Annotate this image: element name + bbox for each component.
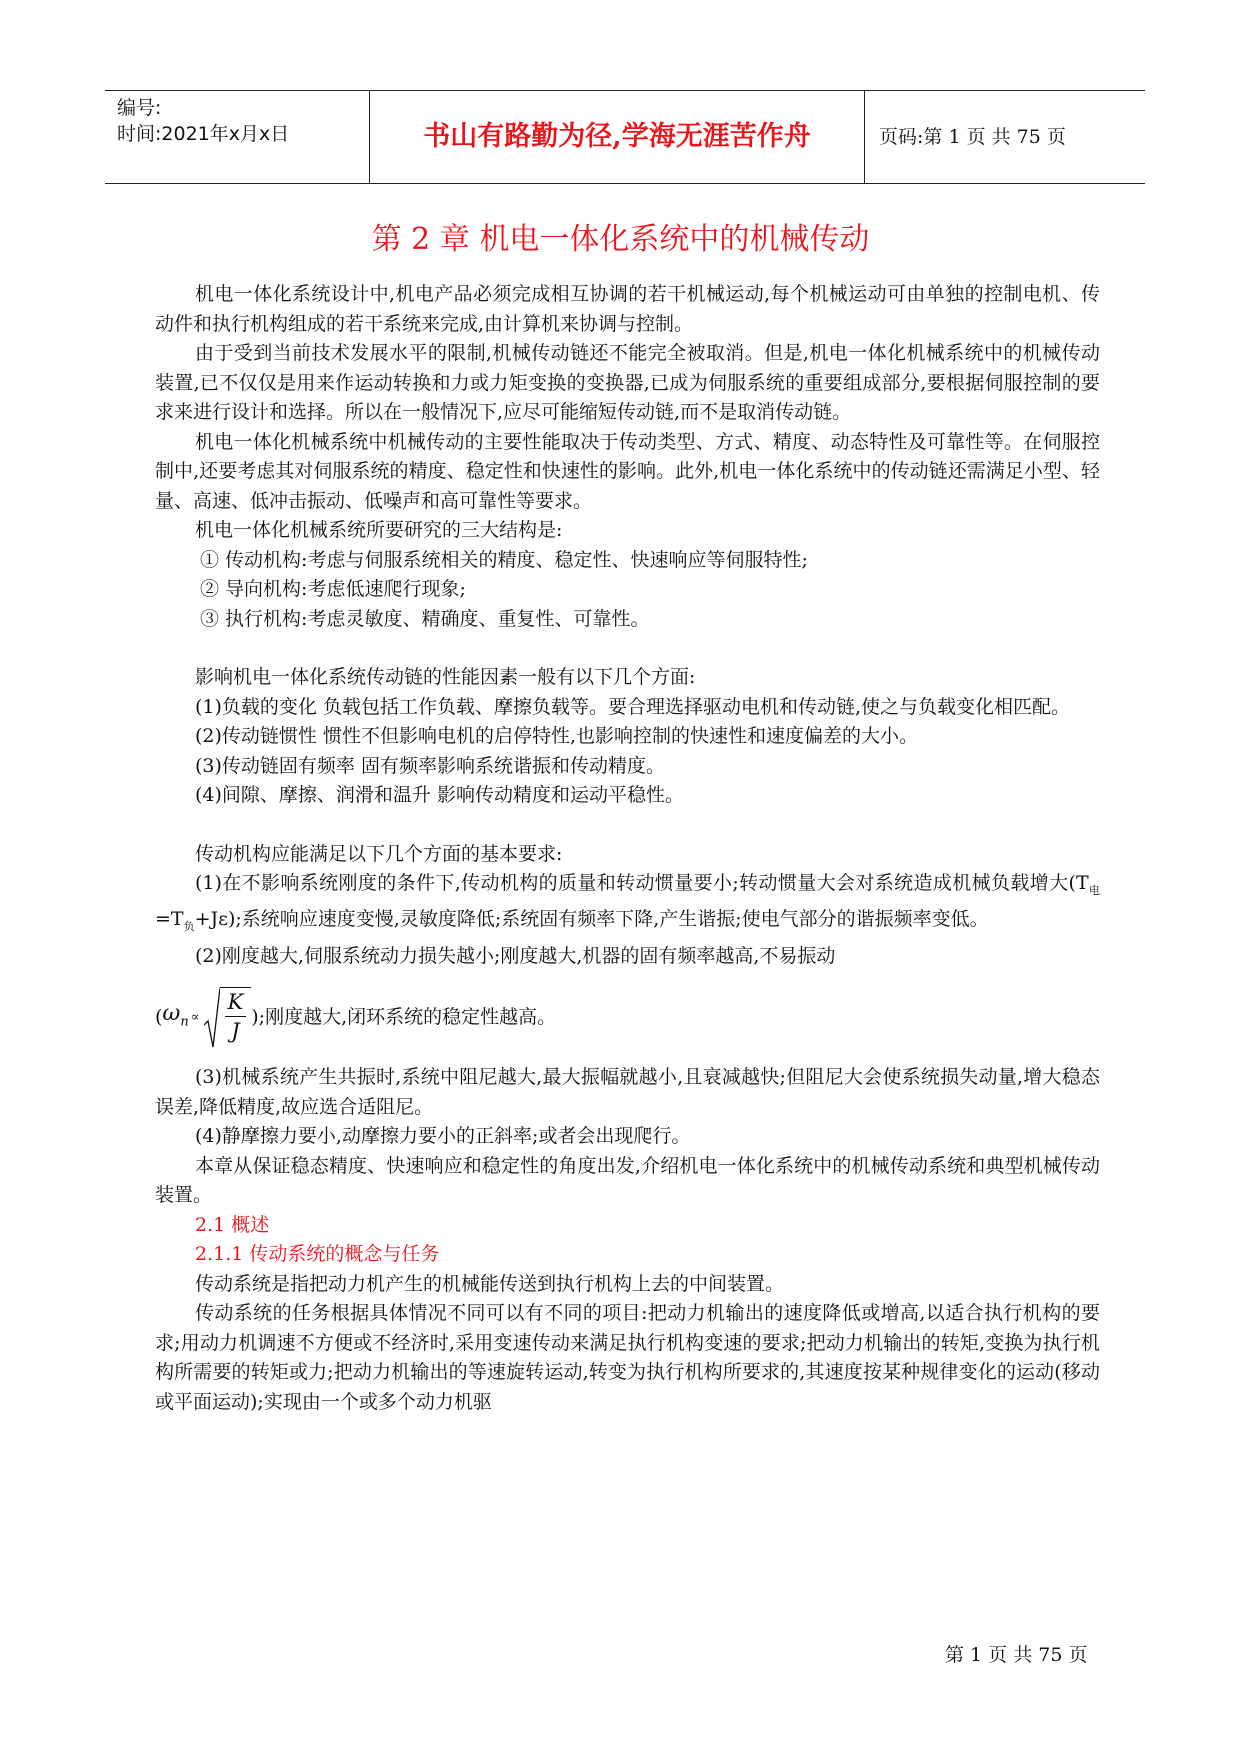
subscript: 电 [1088, 883, 1100, 897]
fraction [220, 987, 252, 1049]
requirement-4: (4)静摩擦力要小,动摩擦力要小的正斜率;或者会出现爬行。 [195, 1125, 691, 1148]
subsection-heading: 2.1.1 传动系统的概念与任务 [195, 1243, 440, 1266]
header-page-code: 页码:第 1 页 共 75 页 [879, 126, 1066, 148]
paragraph: 传动机构应能满足以下几个方面的基本要求: [195, 842, 563, 865]
subscript: 负 [183, 920, 195, 934]
page-header [105, 90, 1145, 184]
paragraph: 传动系统的任务根据具体情况不同可以有不同的项目:把动力机输出的速度降低或增高,以适合执行机构的要求;用动力机调速不方便或不经济时,采用变速传动来满足执行机构变速的要求;把动力机输出的转矩,变换为执行机构所需要的转矩或力;把动力机输出的等速旋转运动,转变为执行机构所要求的,其速度按某种规律变化的运动(移动或平面运动);实现由一个或多个动力机驱 [155, 1302, 1100, 1413]
text: (1)在不影响系统刚度的条件下,传动机构的质量和转动惯量要小;转动惯量大会对系统造成机械负载增大(T [195, 872, 1089, 894]
natural-frequency-formula [155, 987, 1100, 1049]
numerator: K [225, 988, 247, 1017]
list-item: (2)传动链惯性 惯性不但影响电机的启停特性,也影响控制的快速性和速度偏差的大小。 [195, 725, 918, 747]
list-item: ③ 执行机构:考虑灵敏度、精确度、重复性、可靠性。 [200, 607, 650, 630]
requirement-3: (3)机械系统产生共振时,系统中阻尼越大,最大振幅就越小,且衰减越快;但阻尼大会使系统损失动量,增大稳态误差,降低精度,故应选合适阻尼。 [155, 1066, 1100, 1118]
document-number-label: 编号: [117, 97, 162, 119]
denominator: J [231, 1019, 240, 1044]
paragraph: 机电一体化系统设计中,机电产品必须完成相互协调的若干机械运动,每个机械运动可由单独的控制电机、传动件和执行机构组成的若干系统来完成,由计算机来协调与控制。 [155, 283, 1100, 335]
list-item: (1)负载的变化 负载包括工作负载、摩擦负载等。要合理选择驱动电机和传动链,使之与负载变化相匹配。 [195, 695, 1070, 718]
list-item: (3)传动链固有频率 固有频率影响系统谐振和传动精度。 [195, 754, 665, 777]
omega-subscript: n [180, 1014, 189, 1030]
requirement-1 [155, 869, 1100, 942]
radical-sign-icon [204, 987, 220, 1049]
spacer [155, 811, 1100, 840]
list-item: ② 导向机构:考虑低速爬行现象; [200, 578, 466, 600]
spacer [155, 634, 1100, 663]
text: =T [155, 908, 184, 931]
requirement-2: (2)刚度越大,伺服系统动力损失越小;刚度越大,机器的固有频率越高,不易振动 [195, 944, 836, 967]
paragraph: 本章从保证稳态精度、快速响应和稳定性的角度出发,介绍机电一体化系统中的机械传动系统和典型机械传动装置。 [155, 1154, 1100, 1207]
list-item: ① 传动机构:考虑与伺服系统相关的精度、稳定性、快速响应等伺服特性; [200, 548, 808, 571]
paragraph: 由于受到当前技术发展水平的限制,机械传动链还不能完全被取消。但是,机电一体化机械系统中的机械传动装置,已不仅仅是用来作运动转换和力或力矩变换的变换器,已成为伺服系统的重要组成部分,要根据伺服控制的要求来进行设计和选择。所以在一般情况下,应尽可能缩短传动链,而不是取消传动链。 [155, 342, 1100, 423]
chapter-title: 第 2 章 机电一体化系统中的机械传动 [371, 222, 870, 257]
paragraph: 机电一体化机械系统中机械传动的主要性能取决于传动类型、方式、精度、动态特性及可靠性等。在伺服控制中,还要考虑其对伺服系统的精度、稳定性和快速性的影响。此外,机电一体化系统中的传动链还需满足小型、轻量、高速、低冲击振动、低噪声和高可靠性等要求。 [155, 430, 1100, 512]
omega: ω [162, 1001, 181, 1027]
formula-open: ( [155, 1006, 163, 1029]
paragraph: 影响机电一体化系统传动链的性能因素一般有以下几个方面: [195, 666, 696, 688]
page-footer: 第 1 页 共 75 页 [945, 1644, 1088, 1666]
section-heading: 2.1 概述 [195, 1213, 270, 1236]
proportional-symbol: ∝ [190, 1010, 200, 1026]
header-meta [105, 91, 370, 183]
header-motto: 书山有路勤为径,学海无涯苦作舟 [370, 91, 865, 183]
formula-close: );刚度越大,闭环系统的稳定性越高。 [251, 1006, 557, 1029]
paragraph: 传动系统是指把动力机产生的机械能传送到执行机构上去的中间装置。 [195, 1272, 785, 1295]
document-body [155, 280, 1100, 1417]
omega-symbol [162, 999, 188, 1037]
text: +Jε);系统响应速度变慢,灵敏度降低;系统固有频率下降,产生谐振;使电气部分的谐振频率变低。 [194, 908, 989, 931]
list-item: (4)间隙、摩擦、润滑和温升 影响传动精度和运动平稳性。 [195, 784, 684, 806]
document-time-label: 时间:2021年x月x日 [117, 123, 290, 145]
paragraph: 机电一体化机械系统所要研究的三大结构是: [195, 519, 563, 541]
square-root [204, 987, 252, 1049]
